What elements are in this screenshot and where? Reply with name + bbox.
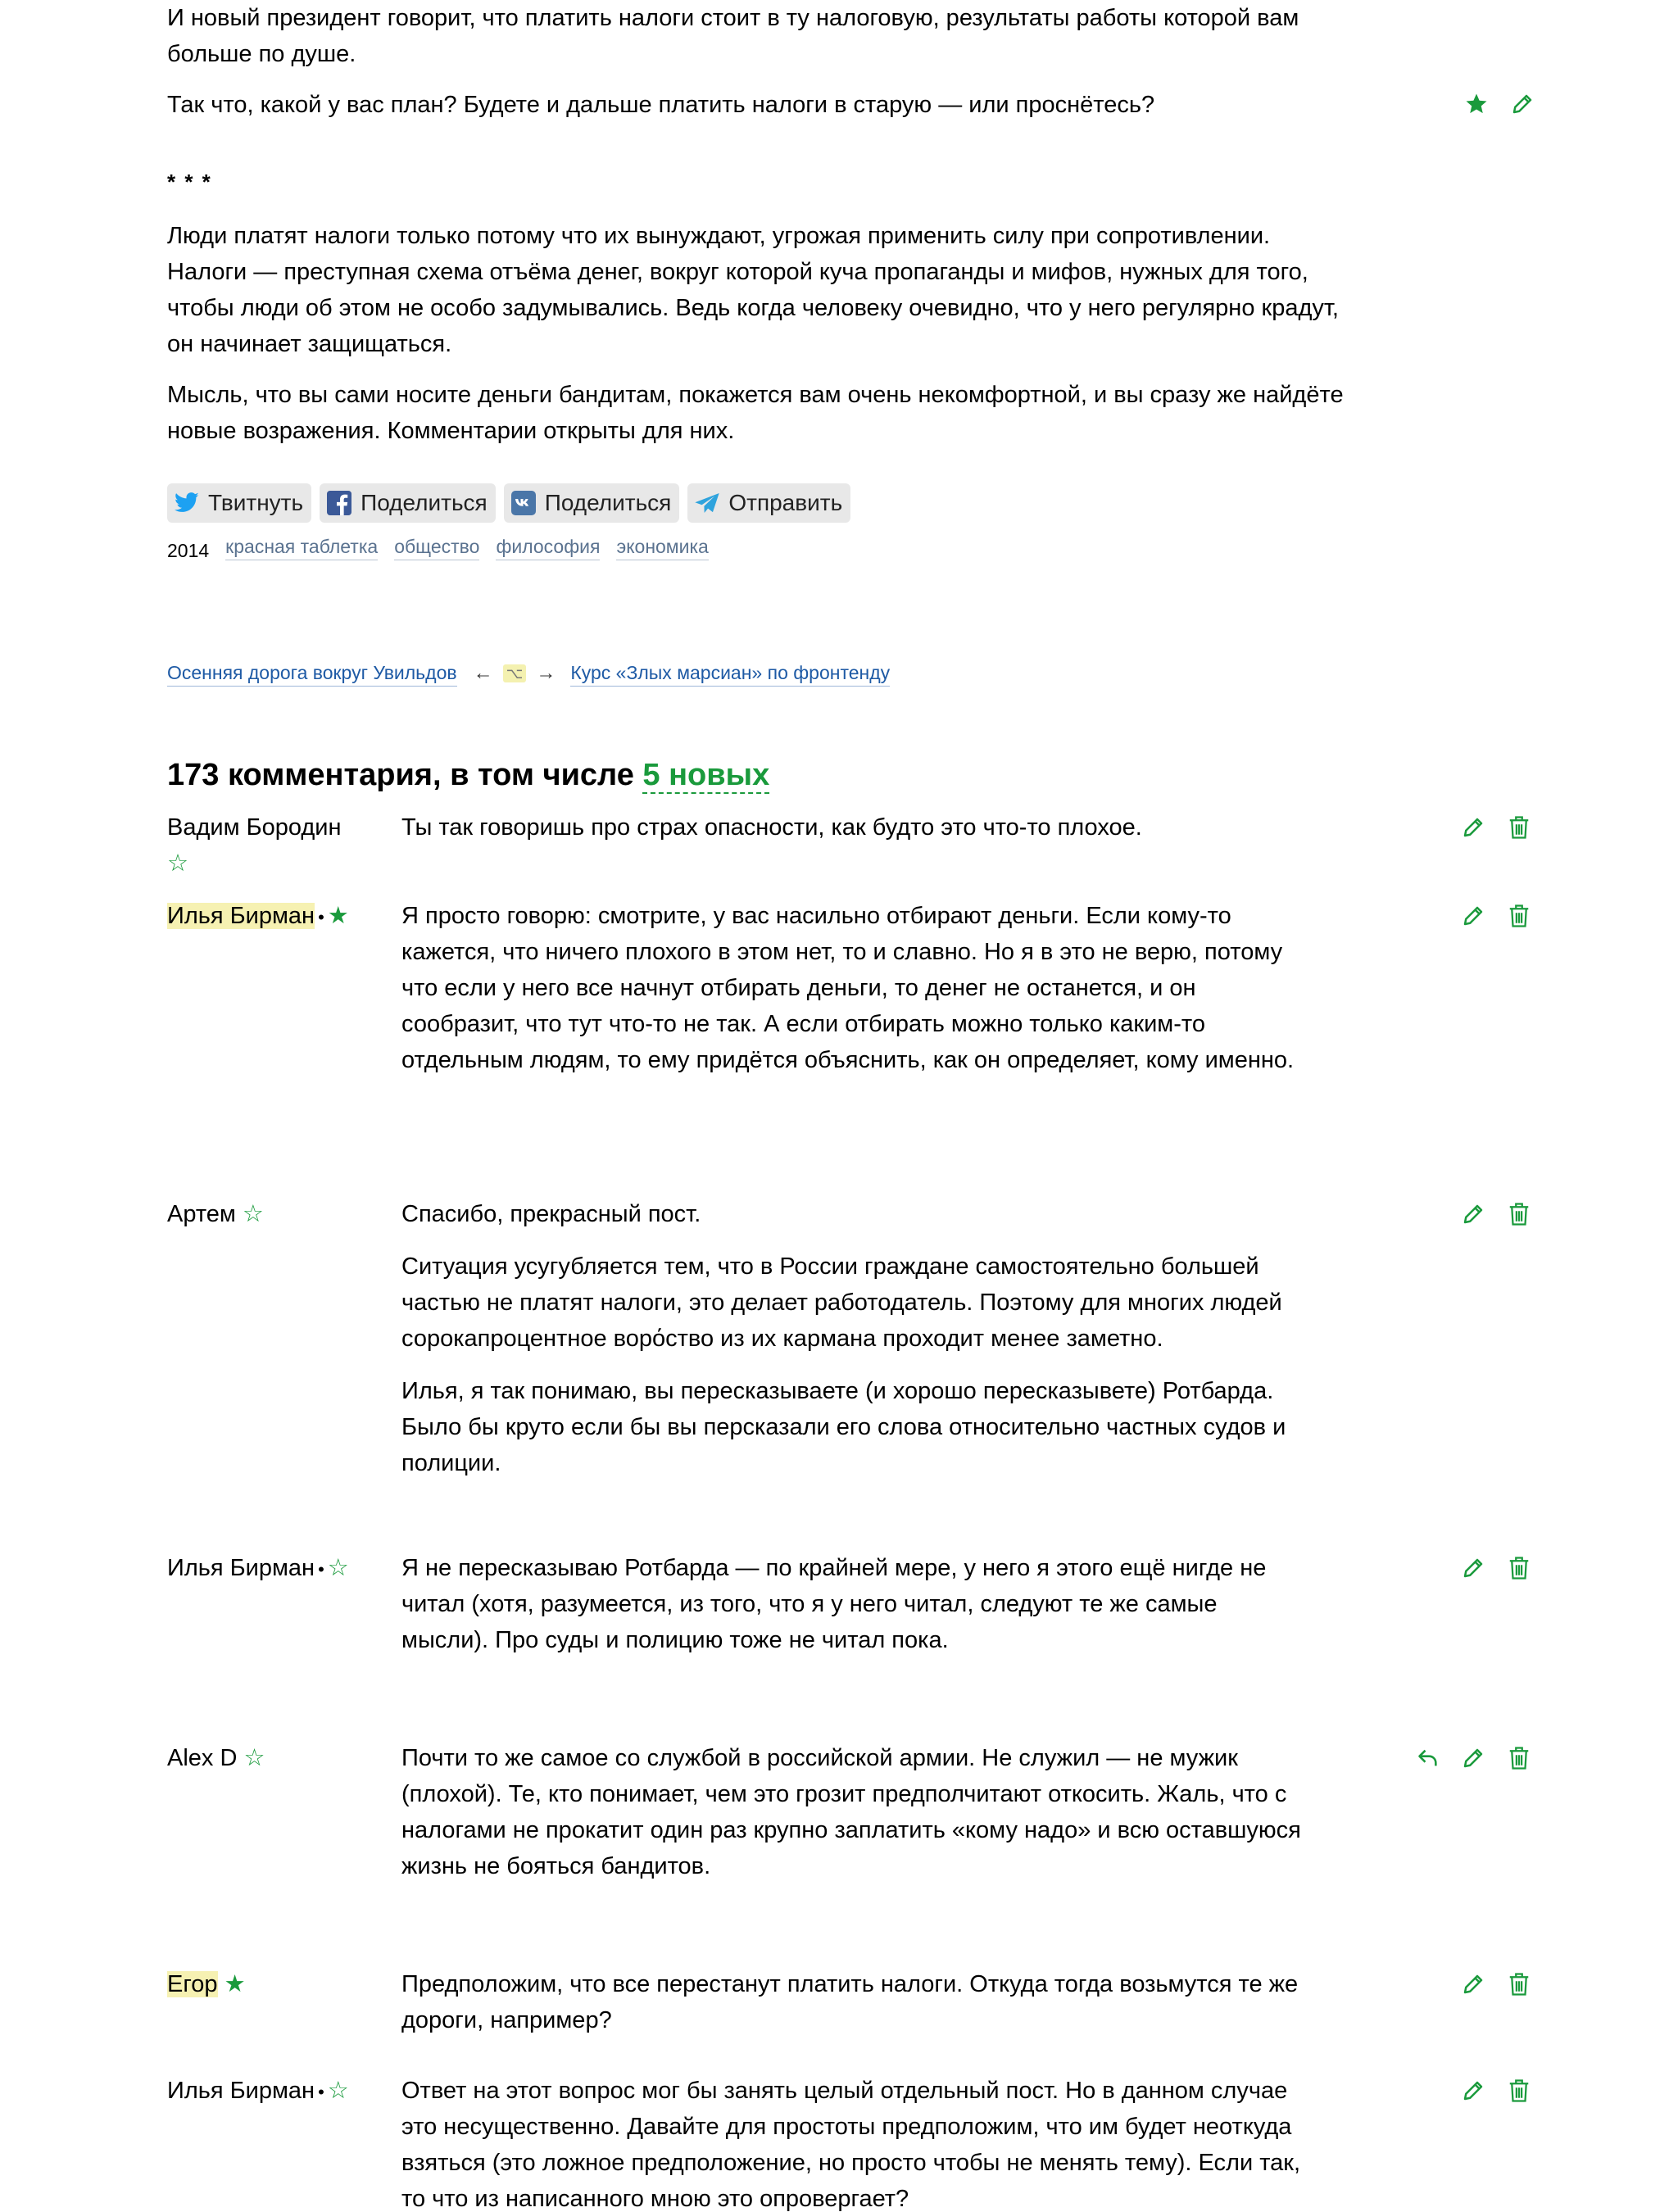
star-outline-icon[interactable]: ☆ [327, 1555, 349, 1581]
article-paragraph: Люди платят налоги только потому что их вынуждают, угрожая применить силу при сопротивлении. Налоги — преступная схема отъёма денег, вокруг которой куча пропаганды и мифов, нужных для того, чтобы люди об этом не особо задумывались. Ведь когда человеку очевидно, что у него регулярно крадут, он начинает защищаться. [167, 223, 1339, 357]
author-dot: • [318, 2082, 324, 2102]
share-bar [167, 483, 850, 524]
star-icon[interactable] [1460, 88, 1493, 120]
tag-link[interactable]: философия [496, 534, 600, 560]
telegram-share-button[interactable] [687, 483, 850, 523]
next-post-link[interactable]: Курс «Злых марсиан» по фронтенду [570, 660, 890, 687]
comment-author [167, 809, 397, 882]
comment-paragraph: Предположим, что все перестанут платить налоги. Откуда тогда возьмутся те же дороги, например? [401, 1971, 1299, 2033]
author-name[interactable]: Alex D [167, 1745, 238, 1771]
vk-share-label: Поделиться [544, 490, 672, 515]
reply-icon[interactable] [1412, 1742, 1444, 1775]
comments-heading [167, 752, 769, 798]
twitter-share-button[interactable] [167, 483, 311, 523]
pencil-icon[interactable] [1457, 1198, 1490, 1231]
author-name[interactable]: Егор [167, 1971, 218, 1997]
post-navigation [167, 657, 890, 690]
tag-link[interactable]: красная таблетка [225, 534, 378, 560]
telegram-icon [692, 488, 722, 518]
post-year: 2014 [167, 540, 210, 561]
comment-text [401, 2073, 1303, 2212]
option-key-hint: ⌥ [503, 664, 527, 682]
author-name[interactable]: Артем [167, 1201, 236, 1227]
comment-text [401, 1196, 1303, 1481]
vk-share-button[interactable] [504, 483, 680, 523]
star-outline-icon[interactable]: ☆ [167, 850, 188, 877]
article-paragraph: Так что, какой у вас план? Будете и дальше платить налоги в старую — или проснётесь? [167, 92, 1155, 118]
star-filled-icon[interactable]: ★ [327, 903, 349, 929]
facebook-icon [324, 488, 354, 518]
star-filled-icon[interactable]: ★ [224, 1971, 246, 1997]
right-arrow-icon: → [536, 662, 556, 684]
star-outline-icon[interactable]: ☆ [243, 1745, 265, 1771]
trash-icon[interactable] [1503, 1968, 1535, 2001]
author-name[interactable]: Вадим Бородин [167, 814, 342, 841]
comment-author [167, 1740, 397, 1776]
comment-paragraph: Спасибо, прекрасный пост. [401, 1201, 701, 1227]
comment-paragraph: Ситуация усугубляется тем, что в России граждане самостоятельно большей частью не платят налоги, это делает работодатель. Поэтому для многих людей сорокапроцентное ворόство из их кармана проходит менее заметно. [401, 1253, 1282, 1352]
tags-row [167, 534, 709, 567]
comment-paragraph: Я не пересказываю Ротбарда — по крайней мере, у него я этого ещё нигде не читал (хотя, разумеется, из того, что я у него читал, следуют те же самые мысли). Про суды и полицию тоже не читал пока. [401, 1555, 1267, 1653]
trash-icon[interactable] [1503, 1552, 1535, 1584]
pencil-icon[interactable] [1457, 1968, 1490, 2001]
comment-text [401, 898, 1303, 1078]
comment-author [167, 1550, 397, 1588]
trash-icon[interactable] [1503, 1198, 1535, 1231]
trash-icon[interactable] [1503, 811, 1535, 844]
comment-paragraph: Я просто говорю: смотрите, у вас насильно отбирают деньги. Если кому-то кажется, что ничего плохого в этом нет, то и славно. Но я в это не верю, потому что если у него все начнут отбирать деньги, то денег не останется, и он сообразит, что тут что-то не так. А если отбирать можно только каким-то отдельным людям, то ему придётся объяснить, как он определяет, кому именно. [401, 903, 1295, 1073]
pencil-icon[interactable] [1457, 900, 1490, 932]
comment-author [167, 1196, 397, 1232]
author-name[interactable]: Илья Бирман [167, 903, 315, 929]
telegram-share-label: Отправить [728, 490, 843, 515]
author-dot: • [318, 907, 324, 927]
pencil-icon[interactable] [1457, 1552, 1490, 1584]
tag-link[interactable]: экономика [616, 534, 708, 560]
star-outline-icon[interactable]: ☆ [327, 2078, 349, 2104]
trash-icon[interactable] [1503, 2074, 1535, 2107]
author-dot: • [318, 1559, 324, 1580]
star-outline-icon[interactable]: ☆ [242, 1201, 264, 1227]
comment-paragraph: Почти то же самое со службой в российской армии. Не служил — не мужик (плохой). Те, кто понимает, чем это грозит предполчитают откосить. Жаль, что с налогами не прокатит один раз крупно заплатить «кому надо» и всю оставшуюся жизнь не бояться бандитов. [401, 1745, 1301, 1879]
left-arrow-icon: ← [473, 662, 493, 684]
comment-text [401, 809, 1303, 845]
pencil-icon[interactable] [1506, 88, 1539, 120]
twitter-share-label: Твитнуть [208, 490, 304, 515]
trash-icon[interactable] [1503, 1742, 1535, 1775]
comments-count: 173 комментария, в том числе [167, 758, 634, 792]
pencil-icon[interactable] [1457, 811, 1490, 844]
author-name[interactable]: Илья Бирман [167, 2078, 315, 2104]
comment-paragraph: Илья, я так понимаю, вы пересказываете (и хорошо пересказывете) Ротбарда. Было бы круто если бы вы персказали его слова относительно частных судов и полиции. [401, 1378, 1286, 1476]
comment-paragraph: Ты так говоришь про страх опасности, как будто это что-то плохое. [401, 814, 1142, 841]
tag-link[interactable]: общество [394, 534, 479, 560]
article-paragraph: Мысль, что вы сами носите деньги бандитам, покажется вам очень некомфортной, и вы сразу же найдёте новые возражения. Комментарии открыты для них. [167, 382, 1344, 444]
comment-author [167, 1966, 397, 2002]
comment-paragraph: Ответ на этот вопрос мог бы занять целый отдельный пост. Но в данном случае это несущественно. Давайте для простоты предположим, что им будет неоткуда взяться (это ложное предположение, но просто чтобы не менять тему). Если так, то что из написанного мною это опровергает? [401, 2078, 1301, 2212]
author-name[interactable]: Илья Бирман [167, 1555, 315, 1581]
twitter-icon [172, 488, 202, 518]
pencil-icon[interactable] [1457, 2074, 1490, 2107]
comment-text [401, 1740, 1303, 1884]
trash-icon[interactable] [1503, 900, 1535, 932]
vk-icon [509, 488, 538, 518]
comment-author [167, 2073, 397, 2110]
facebook-share-button[interactable] [320, 483, 496, 523]
section-separator: * * * [167, 170, 212, 194]
prev-post-link[interactable]: Осенняя дорога вокруг Увильдов [167, 660, 457, 687]
facebook-share-label: Поделиться [361, 490, 488, 515]
pencil-icon[interactable] [1457, 1742, 1490, 1775]
comment-author [167, 898, 397, 936]
article-paragraph: И новый президент говорит, что платить налоги стоит в ту налоговую, результаты работы которой вам больше по душе. [167, 5, 1299, 67]
comment-text [401, 1550, 1303, 1658]
comment-text [401, 1966, 1303, 2038]
new-comments-link[interactable]: 5 новых [642, 758, 770, 792]
